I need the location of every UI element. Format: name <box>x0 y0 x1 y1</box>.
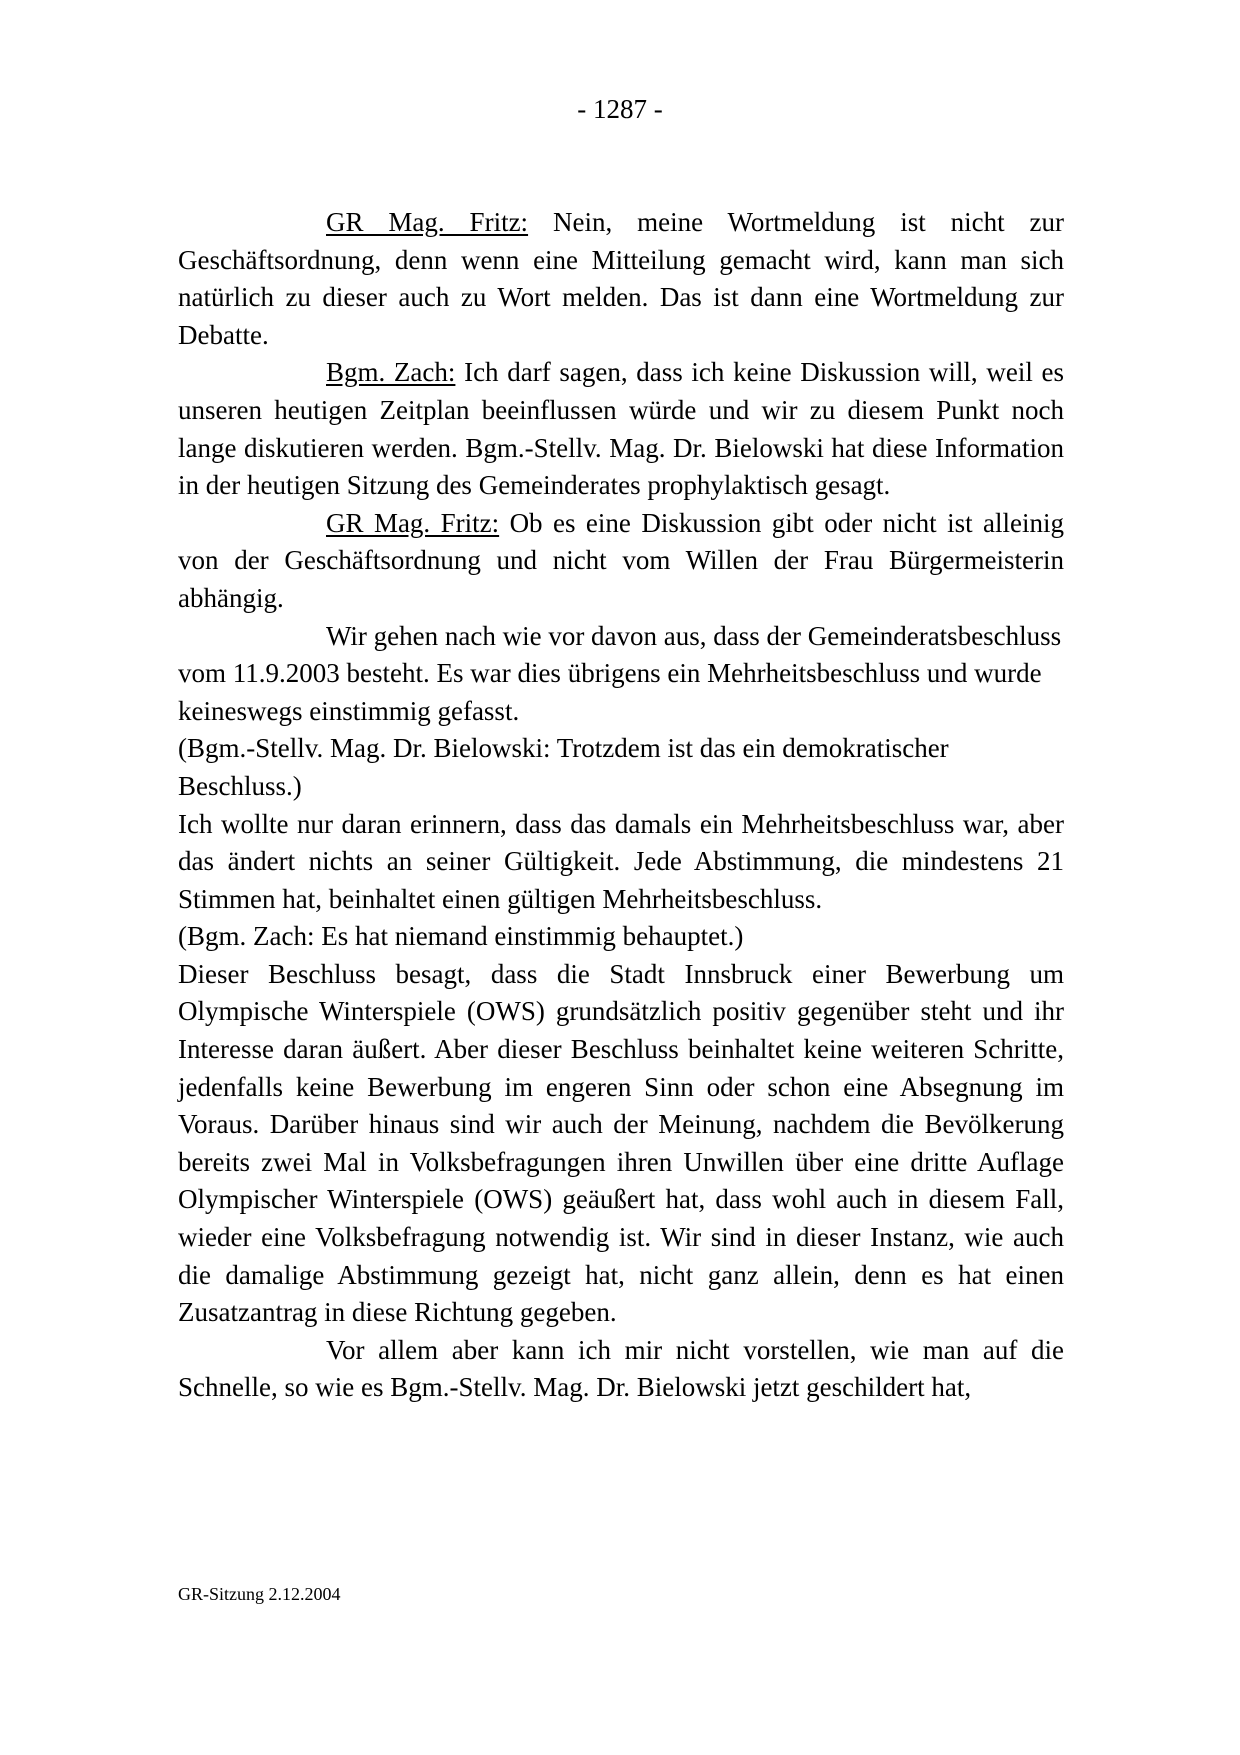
speaker-name: Bgm. Zach: <box>326 357 456 388</box>
speech-text: Ich darf sagen, dass ich keine Diskussion will, weil es unseren heutigen Zeitplan beeinflussen würde und wir zu diesem Punkt noch lange diskutieren werden. Bgm.-Stellv. Mag. Dr. Bielowski hat diese Information in der heutigen Sitzung des Gemeinderates prophylaktisch gesagt. <box>178 357 1064 501</box>
paragraph-speech-fritz-1 <box>178 204 1064 354</box>
page-number: - 1287 - <box>577 94 663 124</box>
speech-text: Ob es eine Diskussion gibt oder nicht ist alleinig von der Geschäftsordnung und nicht vom Willen der Frau Bürgermeisterin abhängig. <box>178 507 1064 613</box>
paragraph-text: Dieser Beschluss besagt, dass die Stadt Innsbruck einer Bewerbung um Olympische Winterspiele (OWS) grundsätzlich positiv gegenüber steht und ihr Interesse daran äußert. Aber dieser Beschluss beinhaltet keine weiteren Schritte, jedenfalls keine Bewerbung im engeren Sinn oder schon eine Absegnung im Voraus. Darüber hinaus sind wir auch der Meinung, nachdem die Bevölkerung bereits zwei Mal in Volksbefragungen ihren Unwillen über eine dritte Auflage Olympischer Winterspiele (OWS) geäußert hat, dass wohl auch in diesem Fall, wieder eine Volksbefragung notwendig ist. Wir sind in dieser Instanz, wie auch die damalige Abstimmung gezeigt hat, nicht ganz allein, denn es hat einen Zusatzantrag in diese Richtung gegeben. <box>178 958 1064 1328</box>
speaker-name: GR Mag. Fritz: <box>326 207 529 237</box>
interjection-zach: (Bgm. Zach: Es hat niemand einstimmig behauptet.) <box>178 921 744 952</box>
paragraph-speech-zach <box>178 354 1064 504</box>
speech-text: Nein, meine Wortmeldung ist nicht zur Geschäftsordnung, denn wenn eine Mitteilung gemacht wird, kann man sich natürlich zu dieser auch zu Wort melden. Das ist dann eine Wortmeldung zur Debatte. <box>178 207 1064 350</box>
paragraph-text: Ich wollte nur daran erinnern, dass das damals ein Mehrheitsbeschluss war, aber das ändert nichts an seiner Gültigkeit. Jede Abstimmung, die mindestens 21 Stimmen hat, beinhaltet einen gültigen Mehrheitsbeschluss. <box>178 808 1064 914</box>
paragraph-continuation: Wir gehen nach wie vor davon aus, dass der Gemeinderatsbeschluss vom 11.9.2003 besteht. Es war dies übrigens ein Mehrheitsbeschluss und wurde keineswegs einstimmig gefasst. <box>178 620 1062 726</box>
interjection-bielowski: (Bgm.-Stellv. Mag. Dr. Bielowski: Trotzdem ist das ein demokratischer Beschluss.) <box>178 733 949 801</box>
speaker-name: GR Mag. Fritz: <box>326 507 500 538</box>
page-footer: GR-Sitzung 2.12.2004 <box>178 1584 341 1604</box>
paragraph-text: Vor allem aber kann ich mir nicht vorstellen, wie man auf die Schnelle, so wie es Bgm.-Stellv. Mag. Dr. Bielowski jetzt geschildert hat, <box>178 1334 1064 1403</box>
protocol-text <box>178 204 1064 1407</box>
paragraph-speech-fritz-2 <box>178 505 1064 618</box>
